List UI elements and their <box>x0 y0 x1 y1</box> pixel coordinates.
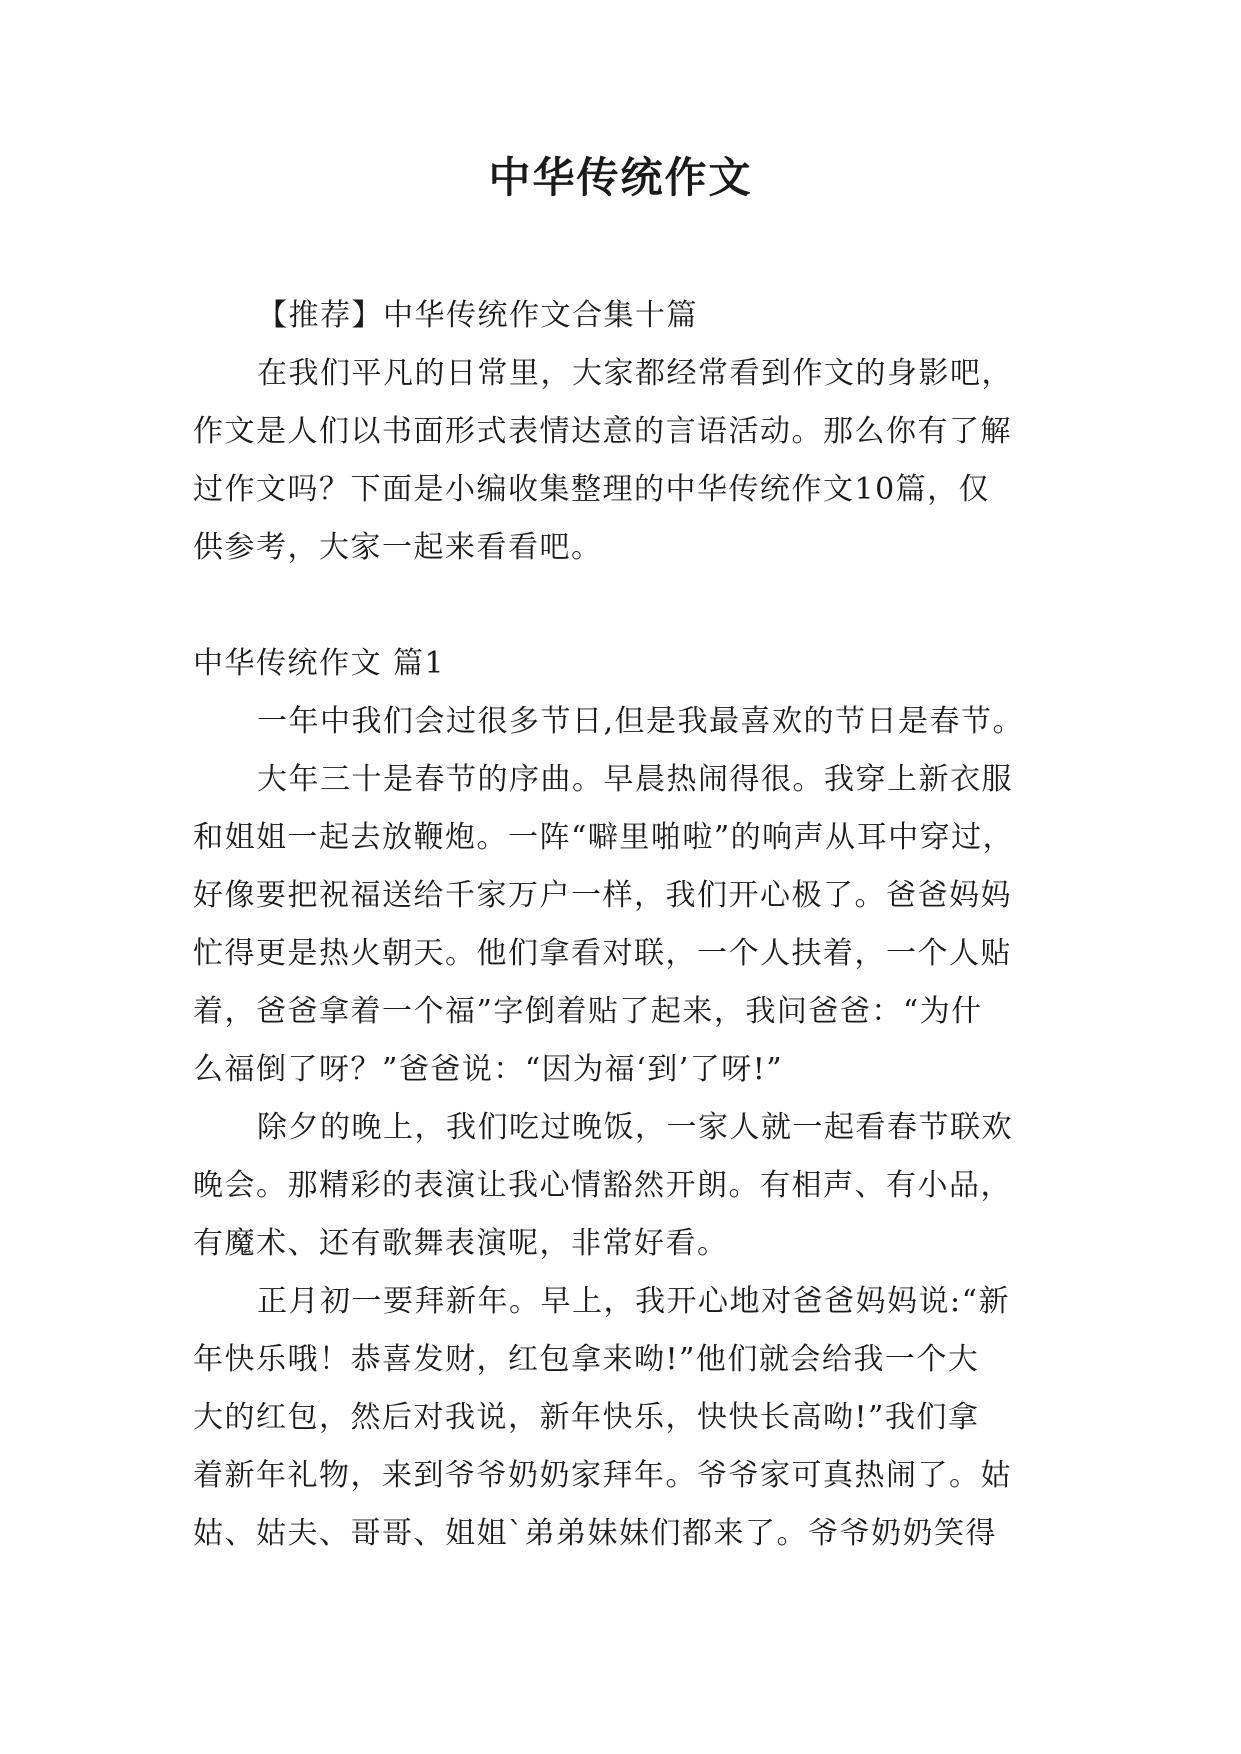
paragraph-2 <box>193 751 1063 1099</box>
text-line: 过作文吗？下面是小编收集整理的中华传统作文10篇，仅 <box>193 472 991 507</box>
paragraph-4 <box>193 1273 1063 1563</box>
text-line: 和姐姐一起去放鞭炮。一阵“噼里啪啦”的响声从耳中穿过， <box>193 820 1015 855</box>
text-line: 供参考，大家一起来看看吧。 <box>193 530 603 565</box>
text-line: 么福倒了呀？”爸爸说：“因为福‘到’了呀!” <box>193 1052 784 1087</box>
spacer <box>193 577 1063 635</box>
text-line: 忙得更是热火朝天。他们拿看对联，一个人扶着，一个人贴 <box>193 936 1012 971</box>
text-line: 年快乐哦！恭喜发财，红包拿来呦!”他们就会给我一个大 <box>193 1342 980 1377</box>
recommend-line: 【推荐】中华传统作文合集十篇 <box>257 298 698 333</box>
section-heading: 中华传统作文 篇1 <box>193 646 446 681</box>
document-title: 中华传统作文 <box>488 153 753 202</box>
paragraph-3 <box>193 1099 1063 1273</box>
text-line: 除夕的晚上，我们吃过晚饭，一家人就一起看春节联欢 <box>257 1110 1013 1145</box>
text-line: 有魔术、还有歌舞表演呢，非常好看。 <box>193 1226 729 1261</box>
text-line: 在我们平凡的日常里，大家都经常看到作文的身影吧， <box>257 356 1013 391</box>
intro-paragraph <box>193 345 1063 577</box>
text-line: 晚会。那精彩的表演让我心情豁然开朗。有相声、有小品， <box>193 1168 1012 1203</box>
text-line: 正月初一要拜新年。早上，我开心地对爸爸妈妈说:“新 <box>257 1284 1010 1319</box>
document-body <box>193 287 1063 1563</box>
text-line: 着新年礼物，来到爷爷奶奶家拜年。爷爷家可真热闹了。姑 <box>193 1458 1012 1493</box>
text-line: 好像要把祝福送给千家万户一样，我们开心极了。爸爸妈妈 <box>193 878 1012 913</box>
text-line: 大年三十是春节的序曲。早晨热闹得很。我穿上新衣服 <box>257 762 1013 797</box>
text-line: 作文是人们以书面形式表情达意的言语活动。那么你有了解 <box>193 414 1012 449</box>
paragraph-1 <box>193 693 1063 751</box>
text-line: 大的红包，然后对我说，新年快乐，快快长高呦!”我们拿 <box>193 1400 980 1435</box>
text-line: 姑、姑夫、哥哥、姐姐`弟弟妹妹们都来了。爷爷奶奶笑得 <box>193 1516 997 1551</box>
text-line: 一年中我们会过很多节日,但是我最喜欢的节日是春节。 <box>257 704 1025 739</box>
text-line: 着，爸爸拿着一个福”字倒着贴了起来，我问爸爸：“为什 <box>193 994 983 1029</box>
